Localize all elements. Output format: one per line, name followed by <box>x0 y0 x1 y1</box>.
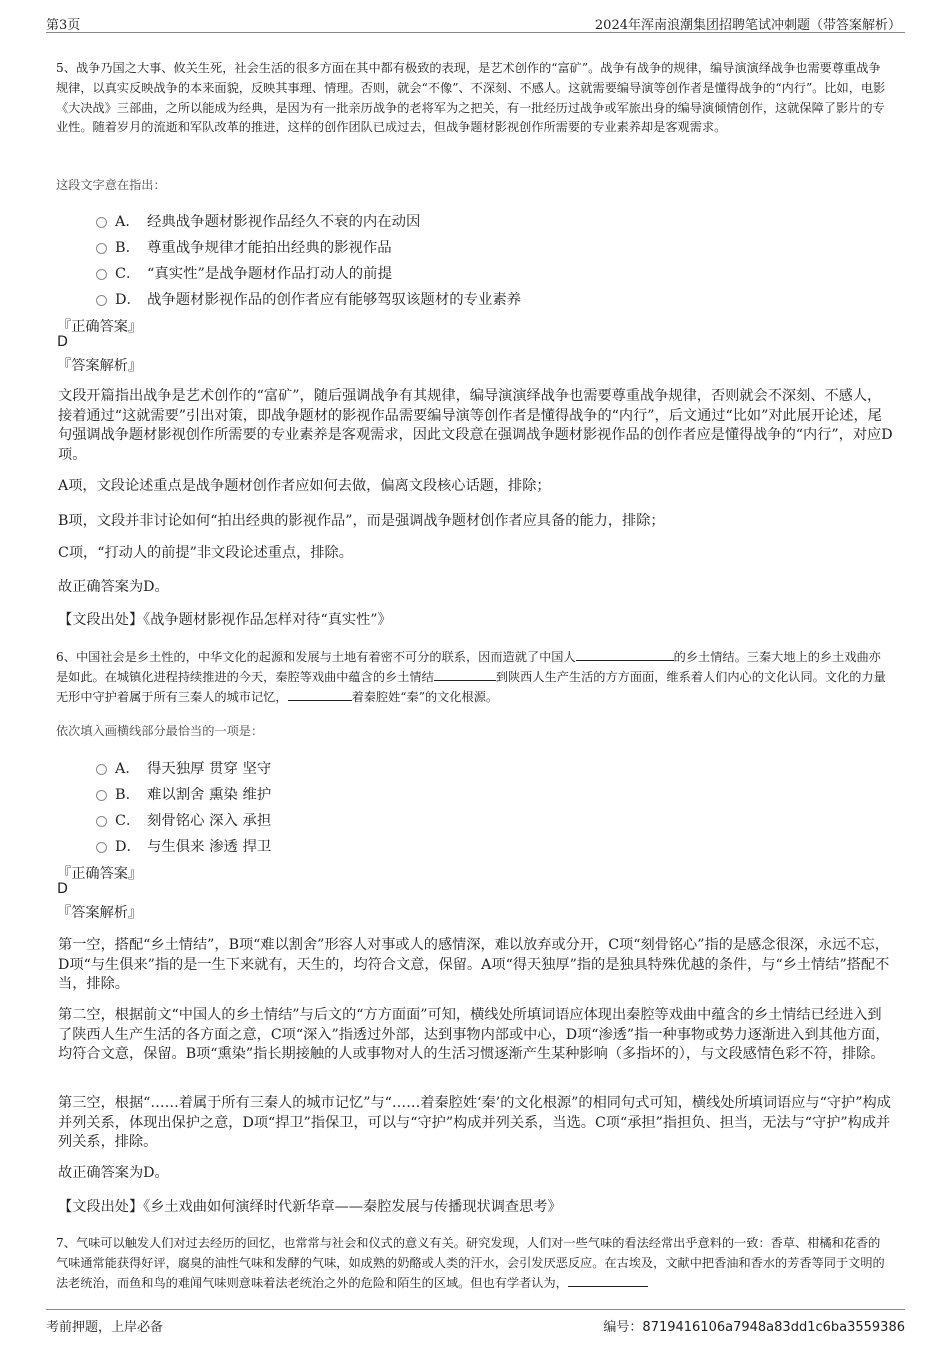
blank-1 <box>576 649 674 661</box>
q6-option-b[interactable]: B． 难以割舍 熏染 维护 <box>96 783 271 804</box>
radio-icon[interactable] <box>96 764 107 775</box>
q6-analysis-p2: 第二空，根据前文“中国人的乡土情结”与后文的“方方面面”可知，横线处所填词语应体现出秦腔等戏曲中蕴含的乡土情结已经进入到了陕西人生产生活的各方面之意，C项“深入”指透过外部，达到事物内部或中心，D项“渗透”指一种事物或势力逐渐进入到其他方面，均符合文意，保留。B项“熏染”指长期接触的人或事物对人的生活习惯逐渐产生某种影响（多指坏的），与文段感情色彩不符，排除。 <box>58 1007 890 1062</box>
radio-icon[interactable] <box>96 842 107 853</box>
q5-source: 【文段出处】《战争题材影视作品怎样对待“真实性”》 <box>58 612 392 628</box>
footer-slogan: 考前押题，上岸必备 <box>46 1320 164 1335</box>
radio-icon[interactable] <box>96 217 107 228</box>
question-5-text: 5、战争乃国之大事、攸关生死，社会生活的很多方面在其中都有极致的表现，是艺术创作的“富矿”。战争有战争的规律，编导演演绎战争也需要尊重战争规律，以真实反映战争的本来面貌，反映其事理、情理。否则，就会“不像”、不深刻、不感人。这就需要编导演等创作者是懂得战争的“内行”。比如，电影《大决战》三部曲，之所以能成为经典，是因为有一批亲历战争的老将军为之把关，有一批经历过战争或军旅出身的编导演倾情创作，这就保障了影片的专业性。随着岁月的流逝和军队改革的推进，这样的创作团队已成过去，但战争题材影视创作所需要的专业素养却是客观需求。 <box>56 61 886 135</box>
q6-analysis-p3: 第三空，根据“……着属于所有三秦人的城市记忆”与“……着秦腔姓‘秦’的文化根源”的相同句式可知，横线处所填词语应与“守护”构成并列关系，体现出保护之意，D项“捍卫”指保卫，可以与“守护”构成并列关系，当选。C项“承担”指担负、担当，无法与“守护”构成并列关系，排除。 <box>58 1095 891 1150</box>
document-code: 编号：8719416106a7948a83dd1c6ba3559386 <box>603 1320 905 1335</box>
q5-option-b[interactable]: B． 尊重战争规律才能拍出经典的影视作品 <box>96 236 392 257</box>
q5-option-d[interactable]: D． 战争题材影视作品的创作者应有能够驾驭该题材的专业素养 <box>96 288 521 309</box>
q6-source: 【文段出处】《乡土戏曲如何演绎时代新华章——秦腔发展与传播现状调查思考》 <box>58 1199 562 1215</box>
document-title: 2024年浑南浪潮集团招聘笔试冲刺题（带答案解析） <box>594 18 901 33</box>
question-6-prompt: 依次填入画横线部分最恰当的一项是： <box>56 724 264 738</box>
q5-option-a[interactable]: A． 经典战争题材影视作品经久不衰的内在动因 <box>96 210 420 231</box>
question-7-text: 7、气味可以触发人们对过去经历的回忆，也常常与社会和仪式的意义有关。研究发现，人们对一些气味的看法经常出乎意料的一致：香草、柑橘和花香的气味通常能获得好评，腐臭的油性气味和发酵的气味，如成熟的奶酪或人类的汗水，会引发厌恶反应。在古埃及，文献中把香油和香水的芳香等同于文明的法老统治，而鱼和鸟的难闻气味则意味着法老统治之外的危险和陌生的区域。但也有学者认为， <box>56 1236 885 1290</box>
blank-3 <box>288 689 352 701</box>
q6-answer-label: 『正确答案』 <box>57 866 143 882</box>
blank-1 <box>568 1275 648 1287</box>
page-number: 第3页 <box>46 18 81 33</box>
q6-analysis-label: 『答案解析』 <box>57 905 143 921</box>
question-5-prompt: 这段文字意在指出： <box>56 178 166 192</box>
q5-analysis-p3: B项，文段并非讨论如何“拍出经典的影视作品”，而是强调战争题材创作者应具备的能力，排除； <box>58 513 665 529</box>
blank-2 <box>434 669 496 681</box>
q6-option-d[interactable]: D． 与生俱来 渗透 捍卫 <box>96 835 271 856</box>
radio-icon[interactable] <box>96 243 107 254</box>
q5-answer-label: 『正确答案』 <box>57 319 143 335</box>
page-header <box>46 12 905 33</box>
q6-option-c[interactable]: C． 刻骨铭心 深入 承担 <box>96 809 271 830</box>
q6-analysis-p1: 第一空，搭配“乡土情结”，B项“难以割舍”形容人对事或人的感情深，难以放弃或分开，C项“刻骨铭心”指的是感念很深，永远不忘，D项“与生俱来”指的是一生下来就有，天生的，均符合文意，保留。A项“得天独厚”指的是独具特殊优越的条件，与“乡土情结”搭配不当，排除。 <box>58 937 890 992</box>
radio-icon[interactable] <box>96 269 107 280</box>
radio-icon[interactable] <box>96 816 107 827</box>
q5-answer: D <box>57 334 68 350</box>
q5-analysis-label: 『答案解析』 <box>57 358 143 374</box>
q5-analysis-p1: 文段开篇指出战争是艺术创作的“富矿”，随后强调战争有其规律，编导演演绎战争也需要尊重战争规律，否则就会不深刻、不感人，接着通过“这就需要”引出对策，即战争题材的影视作品需要编导演等创作者是懂得战争的“内行”，后文通过“比如”对此展开论述，尾句强调战争题材影视创作所需要的专业素养是客观需求，因此文段意在强调战争题材影视作品的创作者应是懂得战争的“内行”，对应D项。 <box>58 388 893 463</box>
page-footer <box>46 1309 905 1334</box>
radio-icon[interactable] <box>96 790 107 801</box>
question-6-text: 6、中国社会是乡土性的，中华文化的起源和发展与土地有着密不可分的联系，因而造就了中国人 的乡土情结。三秦大地上的乡土戏曲亦是如此。在城镇化进程持续推进的今天，秦腔等戏曲中蕴含的乡土情结 到陕西人生产生活的方方面面，维系着人们内心的文化认同。文化的力量无形中守护着属于所有三秦人的城市记忆， 着秦腔姓“秦”的文化根源。 <box>56 650 886 704</box>
q6-answer: D <box>57 881 68 897</box>
q6-option-a[interactable]: A． 得天独厚 贯穿 坚守 <box>96 757 271 778</box>
q5-analysis-p5: 故正确答案为D。 <box>58 579 169 595</box>
q5-analysis-p2: A项，文段论述重点是战争题材创作者应如何去做，偏离文段核心话题，排除； <box>58 478 551 494</box>
q5-analysis-p4: C项，“打动人的前提”非文段论述重点，排除。 <box>58 545 353 561</box>
radio-icon[interactable] <box>96 295 107 306</box>
q5-option-c[interactable]: C． “真实性”是战争题材作品打动人的前提 <box>96 262 392 283</box>
q6-analysis-p4: 故正确答案为D。 <box>58 1165 169 1181</box>
